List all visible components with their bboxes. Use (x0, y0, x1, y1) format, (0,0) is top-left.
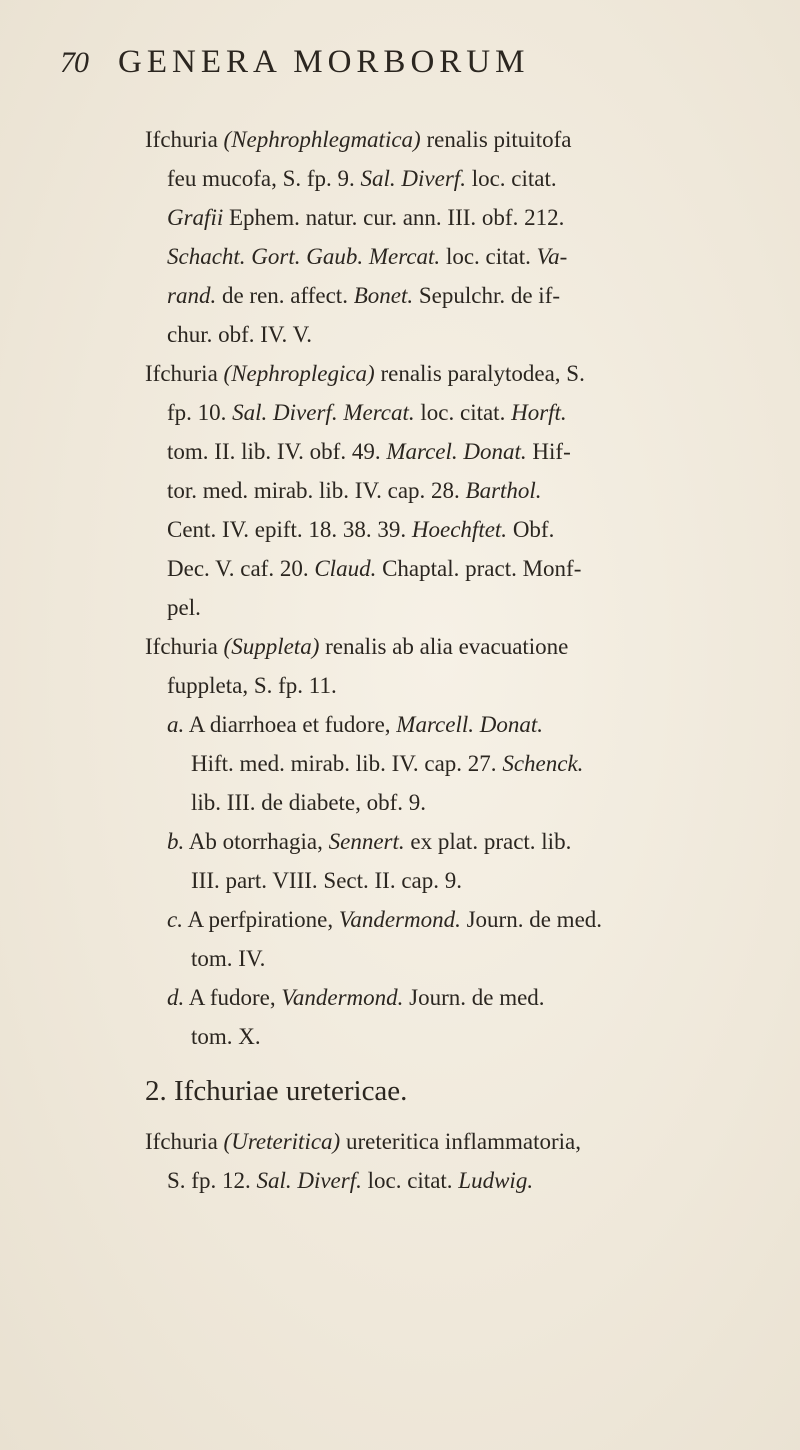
italic-text: b. (167, 829, 185, 854)
text-run: lib. III. de diabete, obf. 9. (191, 790, 427, 815)
text-line (0, 510, 800, 549)
italic-text: Sal. Diverf. Mercat. (232, 400, 415, 425)
text-run: loc. citat. (414, 400, 512, 425)
text-run: Obf. (507, 517, 555, 542)
italic-text: Schacht. Gort. Gaub. Mercat. (167, 244, 441, 269)
text-run: Ephem. natur. cur. ann. III. obf. 212. (223, 205, 565, 230)
italic-text: Barthol. (465, 478, 542, 503)
text-line (0, 705, 800, 744)
text-run: pel. (167, 595, 201, 620)
italic-text: c. (167, 907, 183, 932)
text-line (0, 198, 800, 237)
text-line (0, 1017, 800, 1056)
text-run: Hift. med. mirab. lib. IV. cap. 27. (191, 751, 503, 776)
text-run: A fudore, (184, 985, 282, 1010)
text-line (0, 354, 800, 393)
catalog-entry (0, 354, 800, 627)
text-line (0, 1161, 800, 1200)
text-run: Sepulchr. de if- (413, 283, 561, 308)
page-number: 70 (60, 46, 88, 79)
text-line (0, 159, 800, 198)
text-run: Ab otorrhagia, (184, 829, 329, 854)
italic-text: Sal. Diverf. (256, 1168, 362, 1193)
text-line (0, 237, 800, 276)
text-run: Journ. de med. (403, 985, 545, 1010)
catalog-subentry (0, 822, 800, 900)
italic-text: Vandermond. (281, 985, 404, 1010)
text-run: fuppleta, S. fp. 11. (167, 673, 337, 698)
catalog-entry (0, 1122, 800, 1200)
text-run: fp. 10. (167, 400, 233, 425)
running-head: GENERA MORBORUM (118, 44, 530, 80)
text-run: renalis ab alia evacuatione (319, 634, 569, 659)
text-run: feu mucofa, S. fp. 9. (167, 166, 361, 191)
text-run: renalis paralytodea, S. (374, 361, 585, 386)
text-run: loc. citat. (361, 1168, 459, 1193)
text-run: Ifchuria (145, 634, 224, 659)
italic-text: Vandermond. (338, 907, 461, 932)
text-run: Ifchuria (145, 127, 224, 152)
text-line (0, 744, 800, 783)
text-run: A diarrhoea et fudore, (184, 712, 397, 737)
entries-list (0, 120, 800, 1056)
text-run: Hif- (526, 439, 571, 464)
text-line (0, 120, 800, 159)
text-line (0, 471, 800, 510)
text-run: ex plat. pract. lib. (404, 829, 572, 854)
text-run: S. fp. 12. (167, 1168, 257, 1193)
italic-text: rand. (167, 283, 217, 308)
text-run: renalis pituitofa (420, 127, 572, 152)
italic-text: (Ureteritica) (223, 1129, 341, 1154)
text-run: A perfpiratione, (182, 907, 339, 932)
text-line (0, 822, 800, 861)
italic-text: (Suppleta) (223, 634, 320, 659)
text-run: loc. citat. (440, 244, 537, 269)
text-run: Dec. V. caf. 20. (167, 556, 315, 581)
italic-text: Va- (536, 244, 568, 269)
catalog-subentry (0, 978, 800, 1056)
italic-text: Grafii (167, 205, 224, 230)
text-run: III. part. VIII. Sect. II. cap. 9. (191, 868, 462, 893)
text-line (0, 432, 800, 471)
italic-text: a. (167, 712, 185, 737)
text-line (0, 939, 800, 978)
text-run: loc. citat. (465, 166, 557, 191)
catalog-subentry (0, 900, 800, 978)
text-run: ureteritica inflammatoria, (340, 1129, 581, 1154)
text-line (0, 1122, 800, 1161)
italic-text: Ludwig. (458, 1168, 534, 1193)
text-line (0, 315, 800, 354)
text-line (0, 783, 800, 822)
italic-text: Sal. Diverf. (360, 166, 466, 191)
text-run: tom. II. lib. IV. obf. 49. (167, 439, 387, 464)
italic-text: Bonet. (353, 283, 414, 308)
entries-list-after-heading (0, 1122, 800, 1200)
page-body (0, 120, 800, 1200)
italic-text: Sennert. (328, 829, 405, 854)
text-run: Journ. de med. (460, 907, 603, 932)
section-heading: 2. Ifchuriae uretericae. (145, 1075, 408, 1107)
text-line (0, 978, 800, 1017)
text-run: Chaptal. pract. Monf- (376, 556, 582, 581)
catalog-entry (0, 627, 800, 1056)
italic-text: Schenck. (502, 751, 584, 776)
text-run: Ifchuria (145, 1129, 224, 1154)
italic-text: Hoechftet. (411, 517, 508, 542)
text-run: de ren. affect. (216, 283, 354, 308)
text-run: tom. X. (191, 1024, 261, 1049)
text-run: tom. IV. (191, 946, 266, 971)
catalog-entry (0, 120, 800, 354)
italic-text: Horft. (511, 400, 567, 425)
italic-text: (Nephroplegica) (223, 361, 375, 386)
text-run: Ifchuria (145, 361, 224, 386)
text-line (0, 549, 800, 588)
text-line (0, 900, 800, 939)
italic-text: (Nephrophlegmatica) (223, 127, 421, 152)
text-line (0, 393, 800, 432)
italic-text: d. (167, 985, 185, 1010)
text-line (0, 276, 800, 315)
italic-text: Marcel. Donat. (386, 439, 527, 464)
italic-text: Claud. (314, 556, 377, 581)
text-line (0, 627, 800, 666)
text-run: chur. obf. IV. V. (167, 322, 313, 347)
catalog-subentry (0, 705, 800, 822)
italic-text: Marcell. Donat. (396, 712, 543, 737)
text-line (0, 588, 800, 627)
page-header (0, 40, 800, 90)
text-line (0, 666, 800, 705)
text-line (0, 861, 800, 900)
text-run: tor. med. mirab. lib. IV. cap. 28. (167, 478, 466, 503)
text-run: Cent. IV. epift. 18. 38. 39. (167, 517, 412, 542)
